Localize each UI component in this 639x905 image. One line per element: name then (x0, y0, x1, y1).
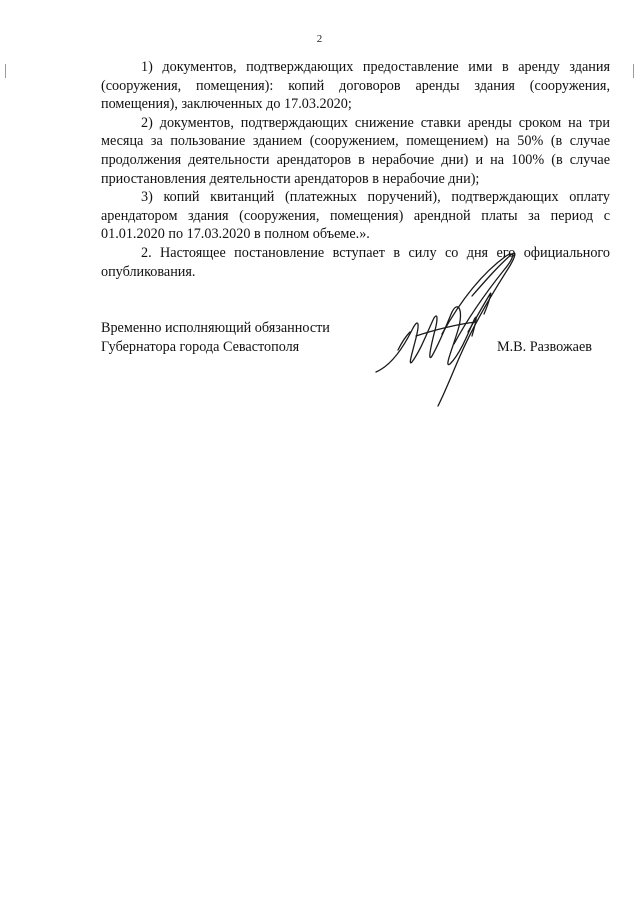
signatory-position-line-1: Временно исполняющий обязанности (101, 320, 330, 336)
left-margin-mark (5, 64, 6, 78)
paragraph-item-3: 3) копий квитанций (платежных поручений), подтверждающих оплату арендатором здания (сооружения, помещения) арендной платы за период с 01.01.2020 по 17.03.2020 в полном объеме.». (101, 189, 610, 243)
paragraph-item-2: 2) документов, подтверждающих снижение ставки аренды сроком на три месяца за пользование зданием (сооружением, помещением) на 50% (в случае продолжения деятельности арендаторов в нерабочие дни) и на 100% (в случае приостановления деятельности арендаторов в нерабочие дни); (101, 114, 610, 187)
signatory-name: М.В. Развожаев (497, 339, 592, 355)
paragraph-item-1: 1) документов, подтверждающих предоставление ими в аренду здания (сооружения, помещения): копий договоров аренды здания (сооружения, помещения), заключенных до 17.03.2020; (101, 59, 610, 113)
signatory-position-line-2: Губернатора города Севастополя (101, 339, 300, 355)
signature-icon (372, 238, 537, 410)
right-margin-mark (633, 64, 634, 78)
page-number: 2 (316, 33, 323, 45)
signatory-position (101, 319, 330, 357)
paragraph-effective-date: 2. Настоящее постановление вступает в силу со дня его официального опубликования. (101, 244, 610, 280)
